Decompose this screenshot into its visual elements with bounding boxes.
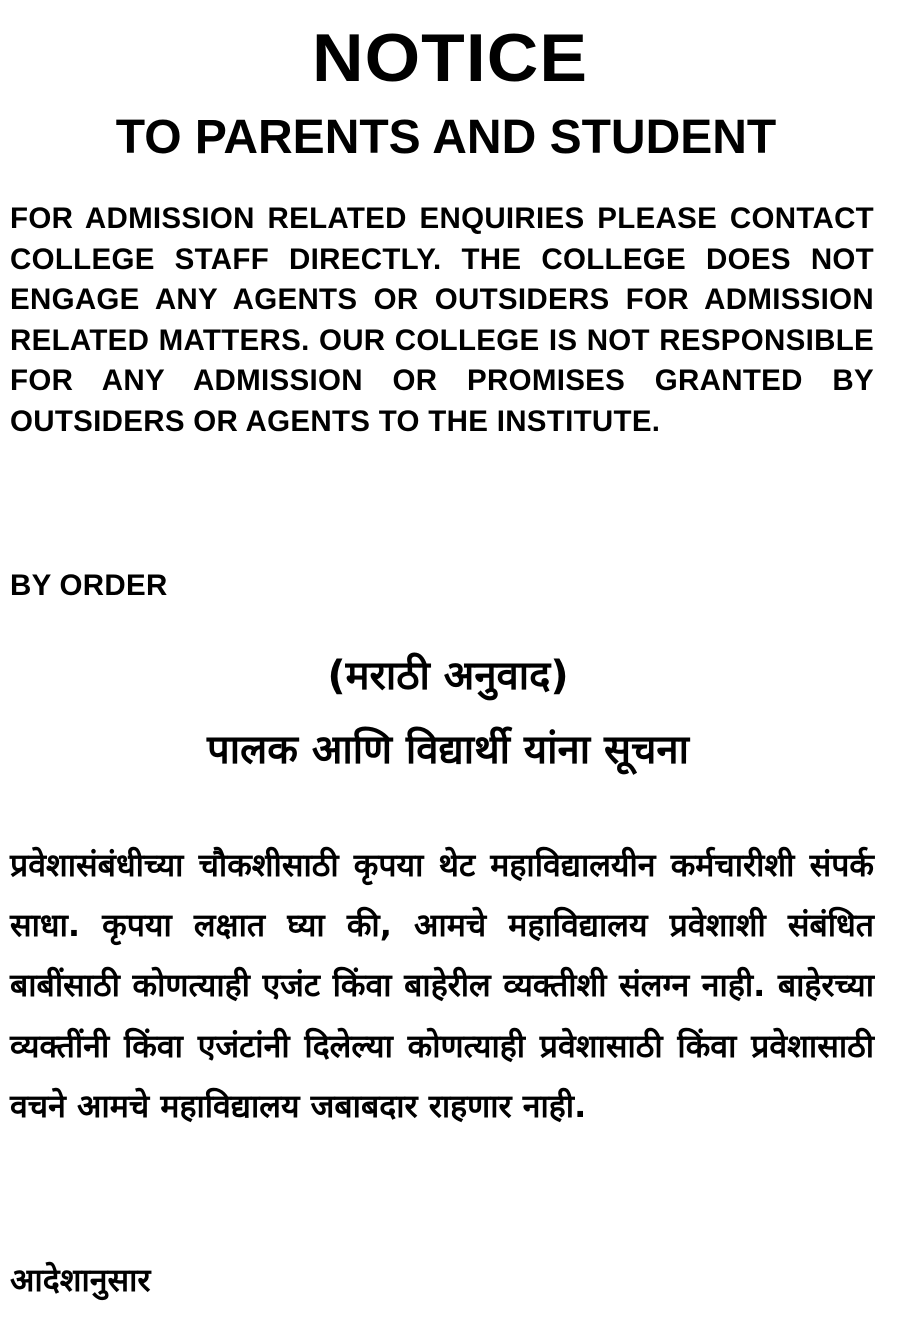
notice-title: NOTICE xyxy=(311,20,589,96)
marathi-notice-paragraph: प्रवेशासंबंधीच्या चौकशीसाठी कृपया थेट महाविद्यालयीन कर्मचारीशी संपर्क साधा. कृपया लक्षात घ्या की, आमचे महाविद्यालय प्रवेशाशी संबंधित बाबींसाठी कोणत्याही एजंट किंवा बाहेरील व्यक्तीशी संलग्न नाही. बाहेरच्या व्यक्तींनी किंवा एजंटांनी दिलेल्या कोणत्याही प्रवेशासाठी किंवा प्रवेशासाठी वचने आमचे महाविद्यालय जबाबदार राहणार नाही. xyxy=(10,846,874,1125)
english-signoff: BY ORDER xyxy=(10,569,168,602)
marathi-signoff: आदेशानुसार xyxy=(10,1261,151,1299)
english-notice-paragraph: FOR ADMISSION RELATED ENQUIRIES PLEASE CONTACT COLLEGE STAFF DIRECTLY. THE COLLEGE DOES NOT ENGAGE ANY AGENTS OR OUTSIDERS FOR ADMISSION RELATED MATTERS. OUR COLLEGE IS NOT RESPONSIBLE FOR ANY ADMISSION OR PROMISES GRANTED BY OUTSIDERS OR AGENTS TO THE INSTITUTE. xyxy=(10,202,874,438)
marathi-translation-label: (मराठी अनुवाद) xyxy=(327,653,569,699)
marathi-notice-title: पालक आणि विद्यार्थी यांना सूचना xyxy=(207,727,689,773)
notice-subtitle: TO PARENTS AND STUDENT xyxy=(115,111,777,164)
